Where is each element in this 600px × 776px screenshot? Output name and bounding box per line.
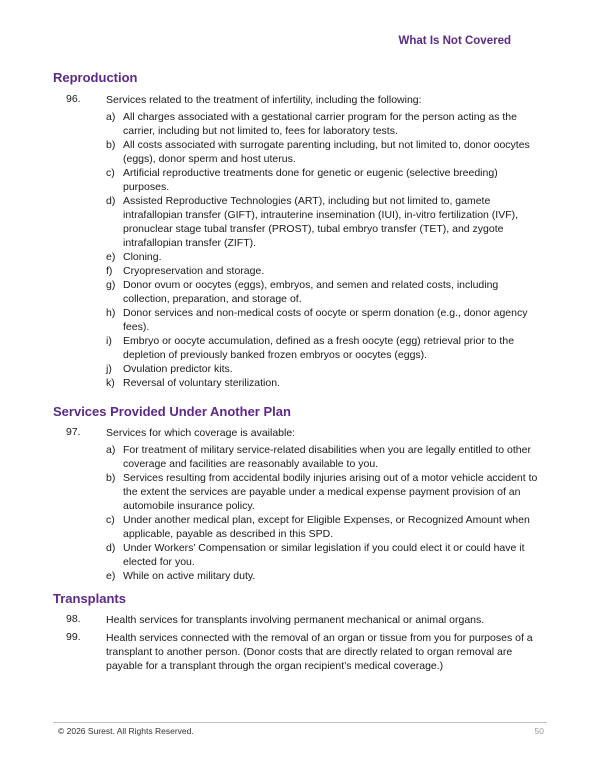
list-item bbox=[106, 513, 546, 541]
list-item bbox=[106, 278, 546, 306]
sub-letter: e) bbox=[106, 251, 116, 263]
sub-letter: a) bbox=[106, 111, 116, 123]
sub-text: Ovulation predictor kits. bbox=[123, 363, 233, 375]
item-number-99: 99. bbox=[66, 631, 81, 643]
sub-list-97 bbox=[106, 443, 546, 583]
item-text-96: Services related to the treatment of infertility, including the following: bbox=[106, 94, 422, 106]
sub-text: Cryopreservation and storage. bbox=[123, 265, 265, 277]
section-heading-transplants: Transplants bbox=[53, 591, 126, 606]
sub-letter: f) bbox=[106, 265, 113, 277]
item-number-97: 97. bbox=[66, 426, 81, 438]
sub-text: For treatment of military service-related disabilities when you are legally entitled to other coverage and facilities are reasonably available to you. bbox=[123, 444, 531, 470]
page-header-title: What Is Not Covered bbox=[398, 35, 511, 47]
sub-letter: j) bbox=[106, 363, 112, 375]
sub-letter: b) bbox=[106, 472, 116, 484]
item-text-97: Services for which coverage is available: bbox=[106, 427, 296, 439]
item-text-98: Health services for transplants involving permanent mechanical or animal organs. bbox=[106, 614, 485, 626]
sub-letter: c) bbox=[106, 167, 115, 179]
list-item bbox=[106, 250, 546, 264]
sub-letter: i) bbox=[106, 335, 112, 347]
footer-divider bbox=[53, 722, 547, 723]
sub-list-96 bbox=[106, 110, 546, 390]
sub-text: While on active military duty. bbox=[123, 570, 256, 582]
sub-text: Assisted Reproductive Technologies (ART), including but not limited to, gamete intrafallopian transfer (GIFT), intrauterine insemination (IUI), in-vitro fertilization (IVF), pronuclear stage tubal transfer (PROST), tubal embryo transfer (TET), and zygote intrafallopian transfer (ZIFT). bbox=[123, 195, 519, 249]
sub-letter: a) bbox=[106, 444, 116, 456]
section-heading-another-plan: Services Provided Under Another Plan bbox=[53, 404, 291, 419]
sub-letter: h) bbox=[106, 307, 116, 319]
sub-letter: d) bbox=[106, 542, 116, 554]
sub-text: Reversal of voluntary sterilization. bbox=[123, 377, 280, 389]
item-number-98: 98. bbox=[66, 613, 81, 625]
section-heading-reproduction: Reproduction bbox=[53, 70, 138, 85]
sub-letter: d) bbox=[106, 195, 116, 207]
list-item bbox=[106, 138, 546, 166]
list-item bbox=[106, 471, 546, 513]
sub-text: All costs associated with surrogate parenting including, but not limited to, donor oocytes (eggs), donor sperm and host uterus. bbox=[123, 139, 530, 165]
sub-text: Donor ovum or oocytes (eggs), embryos, and semen and related costs, including collection, preparation, and storage of. bbox=[123, 279, 499, 305]
page-number: 50 bbox=[534, 726, 544, 736]
sub-letter: b) bbox=[106, 139, 116, 151]
list-item bbox=[106, 306, 546, 334]
sub-text: Embryo or oocyte accumulation, defined as a fresh oocyte (egg) retrieval prior to the depletion of previously banked frozen embryos or oocytes (eggs). bbox=[123, 335, 515, 361]
sub-text: Artificial reproductive treatments done for genetic or eugenic (selective breeding) purposes. bbox=[123, 167, 498, 193]
sub-text: All charges associated with a gestational carrier program for the person acting as the carrier, including but not limited to, fees for laboratory tests. bbox=[123, 111, 517, 137]
sub-text: Cloning. bbox=[123, 251, 162, 263]
sub-text: Under another medical plan, except for Eligible Expenses, or Recognized Amount when applicable, payable as described in this SPD. bbox=[123, 514, 530, 540]
list-item bbox=[106, 166, 546, 194]
sub-text: Donor services and non-medical costs of oocyte or sperm donation (e.g., donor agency fees). bbox=[123, 307, 528, 333]
list-item bbox=[106, 334, 546, 362]
sub-letter: e) bbox=[106, 570, 116, 582]
list-item bbox=[106, 569, 546, 583]
sub-text: Under Workers’ Compensation or similar legislation if you could elect it or could have it elected for you. bbox=[123, 542, 525, 568]
list-item bbox=[106, 110, 546, 138]
sub-letter: k) bbox=[106, 377, 115, 389]
item-number-96: 96. bbox=[66, 93, 81, 105]
sub-letter: c) bbox=[106, 514, 115, 526]
list-item bbox=[106, 443, 546, 471]
item-text-99: Health services connected with the removal of an organ or tissue from you for purposes of a transplant to another person. (Donor costs that are directly related to organ removal are payable for a transplant through the organ recipient’s medical coverage.) bbox=[106, 632, 533, 672]
list-item bbox=[106, 376, 546, 390]
footer-copyright: © 2026 Surest. All Rights Reserved. bbox=[58, 726, 194, 736]
list-item bbox=[106, 194, 546, 250]
sub-letter: g) bbox=[106, 279, 116, 291]
list-item bbox=[106, 541, 546, 569]
sub-text: Services resulting from accidental bodily injuries arising out of a motor vehicle accident to the extent the services are payable under a medical expense payment provision of an automobile insurance policy. bbox=[123, 472, 538, 512]
list-item bbox=[106, 362, 546, 376]
list-item bbox=[106, 264, 546, 278]
